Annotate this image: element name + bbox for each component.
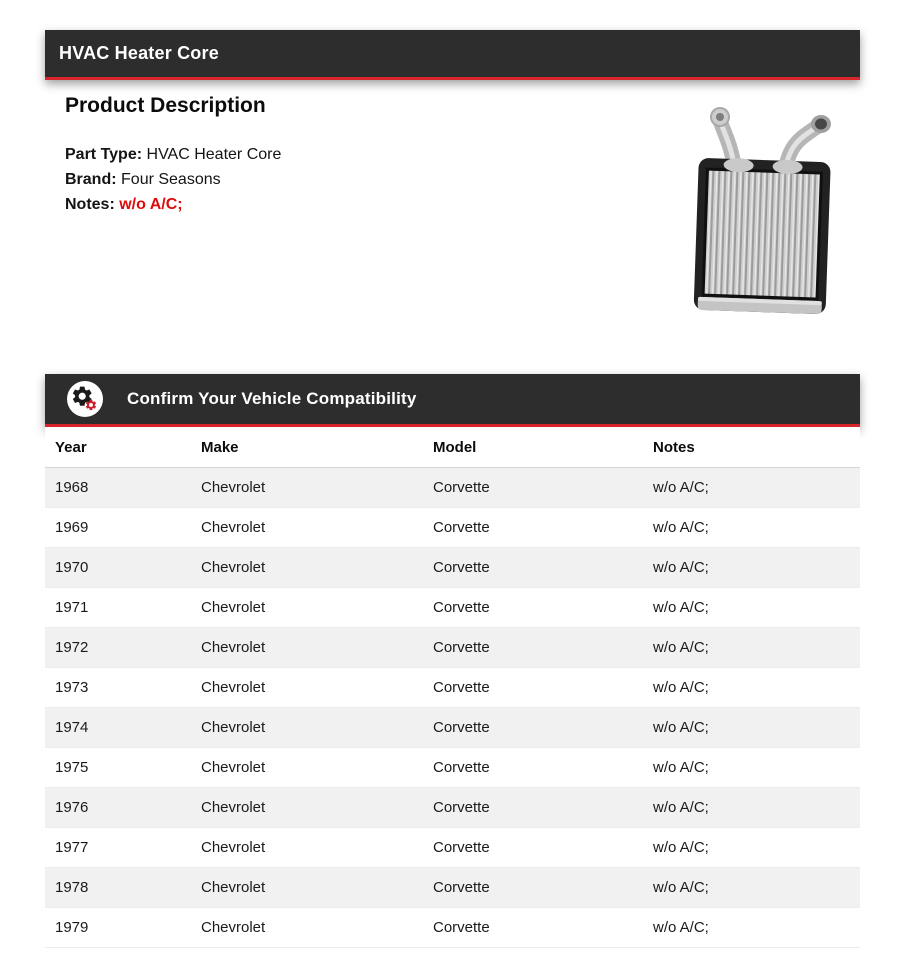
table-row — [45, 748, 860, 788]
cell-model: Corvette — [425, 908, 645, 948]
table-row — [45, 628, 860, 668]
cell-notes: w/o A/C; — [645, 588, 860, 628]
product-title-bar — [45, 30, 860, 80]
cell-year: 1968 — [45, 468, 193, 508]
cell-make: Chevrolet — [193, 548, 425, 588]
cell-model: Corvette — [425, 508, 645, 548]
cell-model: Corvette — [425, 868, 645, 908]
cell-notes: w/o A/C; — [645, 788, 860, 828]
product-field-value: w/o A/C; — [119, 196, 183, 213]
compatibility-title-bar — [45, 374, 860, 427]
page-title: HVAC Heater Core — [59, 43, 219, 63]
cell-make: Chevrolet — [193, 708, 425, 748]
column-header-make: Make — [193, 427, 425, 468]
table-row — [45, 468, 860, 508]
cell-notes: w/o A/C; — [645, 868, 860, 908]
cell-year: 1971 — [45, 588, 193, 628]
cell-notes: w/o A/C; — [645, 548, 860, 588]
cell-year: 1976 — [45, 788, 193, 828]
cell-notes: w/o A/C; — [645, 468, 860, 508]
cell-make: Chevrolet — [193, 468, 425, 508]
compatibility-table — [45, 427, 860, 948]
product-field-label: Part Type: — [65, 146, 143, 163]
cell-model: Corvette — [425, 628, 645, 668]
product-body — [45, 80, 860, 374]
table-row — [45, 868, 860, 908]
cell-notes: w/o A/C; — [645, 708, 860, 748]
product-field-label: Notes: — [65, 196, 115, 213]
cell-make: Chevrolet — [193, 668, 425, 708]
cell-year: 1972 — [45, 628, 193, 668]
cell-notes: w/o A/C; — [645, 668, 860, 708]
product-field-value: HVAC Heater Core — [146, 146, 282, 163]
table-row — [45, 908, 860, 948]
compatibility-header-row — [45, 427, 860, 468]
cell-make: Chevrolet — [193, 788, 425, 828]
cell-year: 1978 — [45, 868, 193, 908]
cell-year: 1970 — [45, 548, 193, 588]
cell-model: Corvette — [425, 748, 645, 788]
table-row — [45, 508, 860, 548]
compatibility-title: Confirm Your Vehicle Compatibility — [127, 389, 417, 408]
table-row — [45, 788, 860, 828]
cell-notes: w/o A/C; — [645, 748, 860, 788]
cell-make: Chevrolet — [193, 748, 425, 788]
table-row — [45, 708, 860, 748]
product-field — [65, 142, 674, 167]
compatibility-table-body — [45, 468, 860, 948]
product-info — [65, 94, 674, 374]
product-description-heading: Product Description — [65, 94, 266, 117]
product-field-label: Brand: — [65, 171, 117, 188]
cell-notes: w/o A/C; — [645, 908, 860, 948]
column-header-model: Model — [425, 427, 645, 468]
cell-model: Corvette — [425, 828, 645, 868]
product-field-value: Four Seasons — [121, 171, 221, 188]
cell-year: 1975 — [45, 748, 193, 788]
cell-make: Chevrolet — [193, 908, 425, 948]
product-field — [65, 192, 674, 217]
cell-notes: w/o A/C; — [645, 508, 860, 548]
product-section — [45, 30, 860, 374]
cell-year: 1973 — [45, 668, 193, 708]
cell-year: 1974 — [45, 708, 193, 748]
product-fields — [65, 142, 674, 217]
column-header-notes: Notes — [645, 427, 860, 468]
product-field — [65, 167, 674, 192]
cell-make: Chevrolet — [193, 588, 425, 628]
cell-model: Corvette — [425, 708, 645, 748]
cell-make: Chevrolet — [193, 828, 425, 868]
heater-core-illustration — [674, 96, 849, 326]
table-row — [45, 588, 860, 628]
cell-make: Chevrolet — [193, 508, 425, 548]
cell-make: Chevrolet — [193, 628, 425, 668]
heater-core-photo — [674, 96, 854, 374]
compatibility-section — [45, 374, 860, 948]
gear-icon — [67, 381, 103, 417]
cell-model: Corvette — [425, 588, 645, 628]
cell-model: Corvette — [425, 788, 645, 828]
cell-model: Corvette — [425, 548, 645, 588]
cell-make: Chevrolet — [193, 868, 425, 908]
table-row — [45, 668, 860, 708]
table-row — [45, 548, 860, 588]
cell-year: 1979 — [45, 908, 193, 948]
column-header-year: Year — [45, 427, 193, 468]
cell-year: 1977 — [45, 828, 193, 868]
cell-notes: w/o A/C; — [645, 828, 860, 868]
cell-model: Corvette — [425, 468, 645, 508]
cell-year: 1969 — [45, 508, 193, 548]
cell-notes: w/o A/C; — [645, 628, 860, 668]
table-row — [45, 828, 860, 868]
cell-model: Corvette — [425, 668, 645, 708]
